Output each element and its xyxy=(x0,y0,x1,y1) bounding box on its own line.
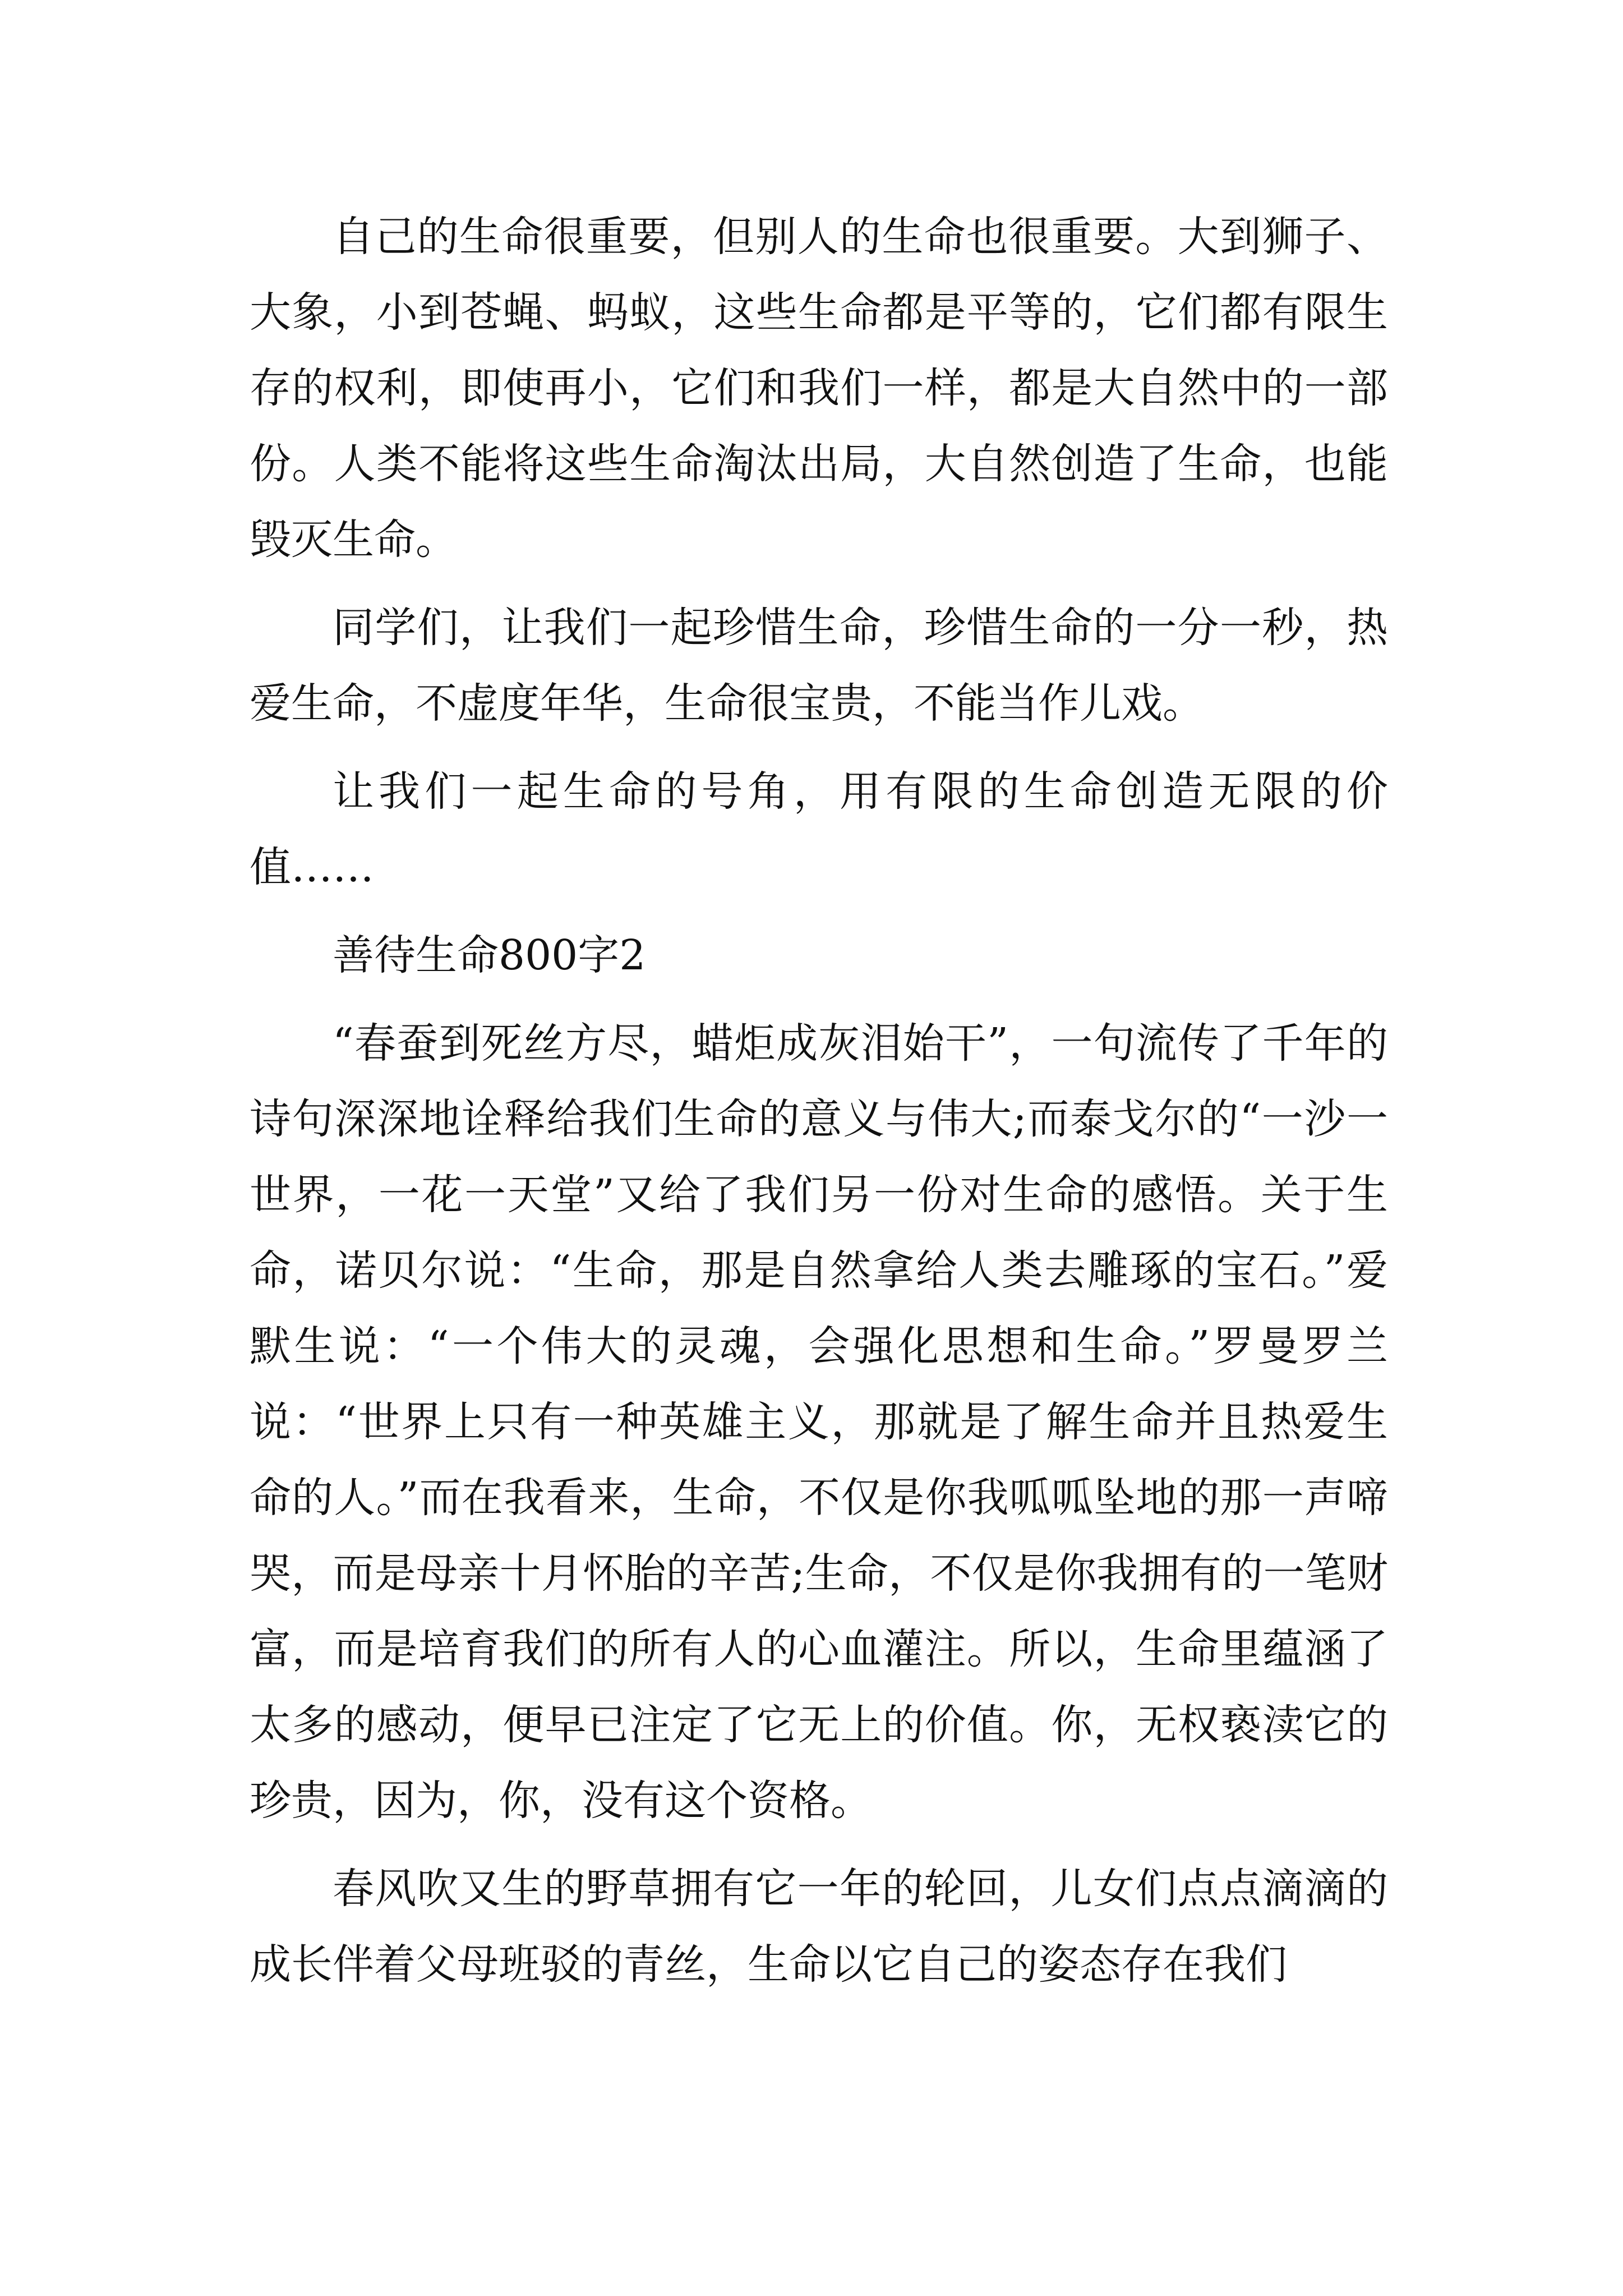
paragraph-5: 春风吹又生的野草拥有它一年的轮回，儿女们点点滴滴的成长伴着父母班驳的青丝，生命以它自己的姿态存在我们 xyxy=(250,1865,1388,1989)
paragraph-1: 自己的生命很重要，但别人的生命也很重要。大到狮子、大象，小到苍蝇、蚂蚁，这些生命都是平等的，它们都有限生存的权利，即使再小，它们和我们一样，都是大自然中的一部份。人类不能将这些生命淘汰出局，大自然创造了生命，也能毁灭生命。 xyxy=(250,213,1388,564)
paragraph-3: 让我们一起生命的号角，用有限的生命创造无限的价值…… xyxy=(250,767,1388,891)
paragraph-2: 同学们，让我们一起珍惜生命，珍惜生命的一分一秒，热爱生命，不虚度年华，生命很宝贵，不能当作儿戏。 xyxy=(250,604,1388,728)
document-body xyxy=(250,199,1388,2003)
section-heading: 善待生命800字2 xyxy=(333,931,646,979)
paragraph-4: “春蚕到死丝方尽，蜡炬成灰泪始干”，一句流传了千年的诗句深深地诠释给我们生命的意义与伟大;而泰戈尔的“一沙一世界，一花一天堂”又给了我们另一份对生命的感悟。关于生命，诺贝尔说：“生命，那是自然拿给人类去雕琢的宝石。”爱默生说：“一个伟大的灵魂，会强化思想和生命。”罗曼罗兰说：“世界上只有一种英雄主义，那就是了解生命并且热爱生命的人。”而在我看来，生命，不仅是你我呱呱坠地的那一声啼哭，而是母亲十月怀胎的辛苦;生命，不仅是你我拥有的一笔财富，而是培育我们的所有人的心血灌注。所以，生命里蕴涵了太多的感动，便早已注定了它无上的价值。你，无权亵渎它的珍贵，因为，你，没有这个资格。 xyxy=(250,1019,1388,1825)
